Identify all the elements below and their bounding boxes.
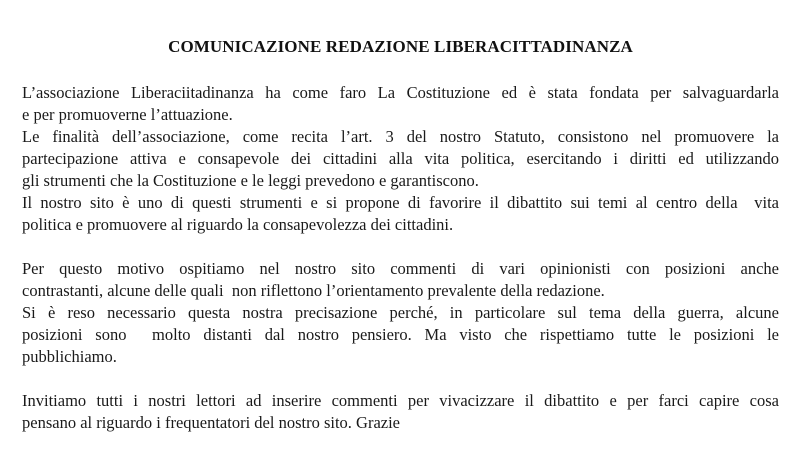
- paragraph: [22, 192, 779, 236]
- text-section: [22, 82, 779, 236]
- text-line: partecipazione attiva e consapevole dei cittadini alla vita politica, esercitando i diritti ed utilizzando: [22, 149, 779, 168]
- text-section: [22, 258, 779, 368]
- text-line: pensano al riguardo i frequentatori del nostro sito. Grazie: [22, 413, 401, 432]
- text-line: gli strumenti che la Costituzione e le leggi prevedono e garantiscono.: [22, 171, 479, 190]
- paragraph: [22, 126, 779, 192]
- text-line: Si è reso necessario questa nostra precisazione perché, in particolare sul tema della guerra, alcune: [22, 303, 779, 322]
- text-line: posizioni sono molto distanti dal nostro pensiero. Ma visto che rispettiamo tutte le posizioni le: [22, 325, 779, 344]
- text-line: pubblichiamo.: [22, 347, 117, 366]
- paragraph: [22, 258, 779, 302]
- paragraph: [22, 390, 779, 434]
- document-title: COMUNICAZIONE REDAZIONE LIBERACITTADINANZA: [168, 37, 633, 56]
- text-line: contrastanti, alcune delle quali non riflettono l’orientamento prevalente della redazione.: [22, 281, 605, 300]
- text-line: Per questo motivo ospitiamo nel nostro sito commenti di vari opinionisti con posizioni anche: [22, 259, 779, 278]
- text-line: Invitiamo tutti i nostri lettori ad inserire commenti per vivacizzare il dibattito e per farci capire cosa: [22, 391, 779, 410]
- text-line: Il nostro sito è uno di questi strumenti e si propone di favorire il dibattito sui temi al centro della vita: [22, 193, 779, 212]
- text-section: [22, 390, 779, 434]
- text-line: L’associazione Liberaciitadinanza ha come faro La Costituzione ed è stata fondata per salvaguardarla: [22, 83, 779, 102]
- text-line: Le finalità dell’associazione, come recita l’art. 3 del nostro Statuto, consistono nel promuovere la: [22, 127, 779, 146]
- document-body: [22, 82, 779, 434]
- paragraph: [22, 82, 779, 126]
- text-line: politica e promuovere al riguardo la consapevolezza dei cittadini.: [22, 215, 454, 234]
- text-line: e per promuoverne l’attuazione.: [22, 105, 233, 124]
- paragraph: [22, 302, 779, 368]
